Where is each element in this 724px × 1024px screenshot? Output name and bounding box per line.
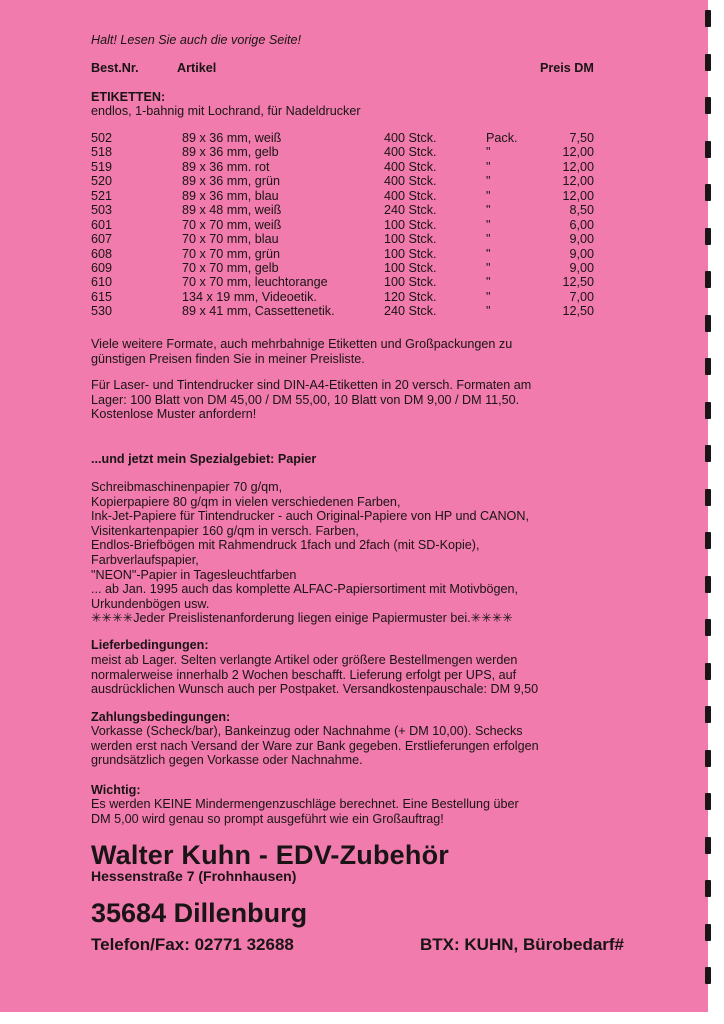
perforation-mark (705, 880, 711, 897)
label-number: 519 (91, 159, 113, 174)
perforation-mark (705, 793, 711, 810)
label-size: 89 x 36 mm. rot (182, 159, 270, 174)
perforation-mark (705, 750, 711, 767)
perforation-mark (705, 837, 711, 854)
label-unit: " (486, 174, 491, 189)
payment-text (91, 724, 671, 768)
important-text (91, 797, 671, 826)
paper-line: Ink-Jet-Papiere für Tintendrucker - auch Original-Papiere von HP und CANON, (91, 509, 529, 524)
paper-list (91, 480, 671, 626)
important-title: Wichtig: (91, 783, 141, 797)
paper-line: Schreibmaschinenpapier 70 g/qm, (91, 480, 283, 494)
more-formats-text (91, 337, 671, 366)
payment-line: Vorkasse (Scheck/bar), Bankeinzug oder Nachnahme (+ DM 10,00). Schecks (91, 724, 523, 738)
label-size: 70 x 70 mm, grün (182, 246, 280, 261)
perforation-mark (705, 10, 711, 27)
paper-line: Endlos-Briefbögen mit Rahmendruck 1fach und 2fach (mit SD-Kopie), (91, 538, 480, 553)
label-unit: Pack. (486, 131, 518, 145)
perforation-mark (705, 706, 711, 723)
perforation-mark (705, 228, 711, 245)
laser-line: Kostenlose Muster anfordern! (91, 407, 257, 422)
label-number: 518 (91, 145, 113, 160)
label-unit: " (486, 246, 491, 261)
label-quantity: 100 Stck. (384, 275, 437, 290)
more-formats-line: günstigen Preisen finden Sie in meiner Preisliste. (91, 351, 365, 366)
perforation-mark (705, 445, 711, 462)
label-number: 520 (91, 174, 113, 189)
perforation-mark (705, 141, 711, 158)
perforation-mark (705, 532, 711, 549)
laser-line: Lager: 100 Blatt von DM 45,00 / DM 55,00, 10 Blatt von DM 9,00 / DM 11,50. (91, 392, 520, 407)
label-price: 12,00 (562, 188, 594, 203)
label-number: 609 (91, 260, 113, 275)
header-col-article: Artikel (177, 61, 217, 75)
paper-line: ... ab Jan. 1995 auch das komplette ALFAC-Papiersortiment mit Motivbögen, (91, 582, 519, 597)
delivery-line: normalerweise innerhalb 2 Wochen beschafft. Lieferung erfolgt per UPS, auf (91, 667, 517, 682)
label-price: 9,00 (569, 232, 594, 247)
label-price: 12,00 (562, 174, 594, 189)
paper-line: Kopierpapiere 80 g/qm in vielen verschiedenen Farben, (91, 494, 401, 509)
perforated-margin (690, 0, 724, 1024)
label-unit: " (486, 203, 491, 218)
label-number: 521 (91, 188, 113, 203)
label-quantity: 400 Stck. (384, 159, 437, 174)
delivery-title: Lieferbedingungen: (91, 638, 209, 652)
label-size: 70 x 70 mm, leuchtorange (182, 275, 328, 290)
company-phone: Telefon/Fax: 02771 32688 (91, 935, 294, 954)
label-number: 530 (91, 304, 113, 319)
header-col-nr: Best.Nr. (91, 61, 139, 75)
company-btx: BTX: KUHN, Bürobedarf# (420, 935, 625, 954)
label-size: 70 x 70 mm, gelb (182, 260, 279, 275)
company-name: Walter Kuhn - EDV-Zubehör (91, 840, 449, 870)
label-number: 608 (91, 246, 113, 261)
notice-text: Halt! Lesen Sie auch die vorige Seite! (91, 33, 302, 47)
label-unit: " (486, 145, 491, 160)
label-price: 9,00 (569, 260, 594, 275)
label-quantity: 100 Stck. (384, 260, 437, 275)
important-line: Es werden KEINE Mindermengenzuschläge berechnet. Eine Bestellung über (91, 797, 519, 811)
company-street: Hessenstraße 7 (Frohnhausen) (91, 868, 297, 884)
label-price: 7,00 (569, 289, 594, 304)
payment-title: Zahlungsbedingungen: (91, 710, 231, 724)
perforation-mark (705, 271, 711, 288)
label-size: 89 x 41 mm, Cassettenetik. (182, 304, 335, 319)
perforation-mark (705, 576, 711, 593)
laser-line: Für Laser- und Tintendrucker sind DIN-A4-Etiketten in 20 versch. Formaten am (91, 378, 532, 392)
label-number: 502 (91, 131, 113, 145)
label-quantity: 400 Stck. (384, 188, 437, 203)
label-price: 12,50 (562, 304, 594, 319)
label-price: 12,00 (562, 145, 594, 160)
paper-samples-note: ✳✳✳✳Jeder Preislistenanforderung liegen einige Papiermuster bei.✳✳✳✳ (91, 611, 513, 626)
label-price: 6,00 (569, 217, 594, 232)
label-unit: " (486, 232, 491, 247)
perforation-mark (705, 54, 711, 71)
label-quantity: 400 Stck. (384, 131, 437, 145)
laser-labels-text (91, 378, 671, 422)
paper-line: Visitenkartenpapier 160 g/qm in versch. Farben, (91, 523, 359, 538)
label-quantity: 400 Stck. (384, 174, 437, 189)
perforation-mark (705, 184, 711, 201)
label-quantity: 120 Stck. (384, 289, 437, 304)
label-unit: " (486, 289, 491, 304)
paper-line: "NEON"-Papier in Tagesleuchtfarben (91, 567, 297, 582)
label-size: 70 x 70 mm, weiß (182, 217, 282, 232)
delivery-line: ausdrücklichen Wunsch auch per Postpaket. Versandkostenpauschale: DM 9,50 (91, 682, 539, 697)
perforation-mark (705, 402, 711, 419)
label-number: 610 (91, 275, 113, 290)
label-price: 12,50 (562, 275, 594, 290)
label-price: 7,50 (569, 131, 594, 145)
label-size: 89 x 48 mm, weiß (182, 203, 282, 218)
label-unit: " (486, 188, 491, 203)
label-unit: " (486, 304, 491, 319)
header-col-price: Preis DM (540, 61, 594, 75)
label-quantity: 400 Stck. (384, 145, 437, 160)
labels-section-title: ETIKETTEN: (91, 90, 166, 104)
label-quantity: 240 Stck. (384, 304, 437, 319)
label-number: 607 (91, 232, 113, 247)
label-size: 89 x 36 mm, weiß (182, 131, 282, 145)
payment-line: werden erst nach Versand der Ware zur Bank gegeben. Erstlieferungen erfolgen (91, 738, 539, 753)
labels-section-subtitle: endlos, 1-bahnig mit Lochrand, für Nadeldrucker (91, 104, 361, 118)
perforation-mark (705, 97, 711, 114)
label-price: 8,50 (569, 203, 594, 218)
label-unit: " (486, 260, 491, 275)
perforation-mark (705, 619, 711, 636)
label-quantity: 100 Stck. (384, 217, 437, 232)
label-size: 89 x 36 mm, blau (182, 188, 279, 203)
perforation-mark (705, 924, 711, 941)
paper-line: Farbverlaufspapier, (91, 552, 199, 567)
perforation-mark (705, 663, 711, 680)
label-number: 601 (91, 217, 113, 232)
paper-line: Urkundenbögen usw. (91, 596, 210, 611)
delivery-text (91, 653, 671, 697)
label-unit: " (486, 159, 491, 174)
label-unit: " (486, 217, 491, 232)
label-quantity: 240 Stck. (384, 203, 437, 218)
delivery-line: meist ab Lager. Selten verlangte Artikel oder größere Bestellmengen werden (91, 653, 518, 667)
label-number: 503 (91, 203, 113, 218)
company-city: 35684 Dillenburg (91, 898, 308, 928)
label-price: 9,00 (569, 246, 594, 261)
perforation-mark (705, 489, 711, 506)
label-number: 615 (91, 289, 113, 304)
label-size: 134 x 19 mm, Videoetik. (182, 289, 317, 304)
important-line: DM 5,00 wird genau so prompt ausgeführt wie ein Großauftrag! (91, 811, 444, 826)
label-unit: " (486, 275, 491, 290)
label-price: 12,00 (562, 159, 594, 174)
paper-section-title: ...und jetzt mein Spezialgebiet: Papier (91, 452, 317, 466)
label-size: 89 x 36 mm, grün (182, 174, 280, 189)
perforation-mark (705, 315, 711, 332)
label-size: 70 x 70 mm, blau (182, 232, 279, 247)
label-quantity: 100 Stck. (384, 246, 437, 261)
label-size: 89 x 36 mm, gelb (182, 145, 279, 160)
payment-line: grundsätzlich gegen Vorkasse oder Nachnahme. (91, 753, 363, 768)
perforation-mark (705, 358, 711, 375)
label-quantity: 100 Stck. (384, 232, 437, 247)
more-formats-line: Viele weitere Formate, auch mehrbahnige Etiketten und Großpackungen zu (91, 337, 513, 351)
perforation-mark (705, 967, 711, 984)
